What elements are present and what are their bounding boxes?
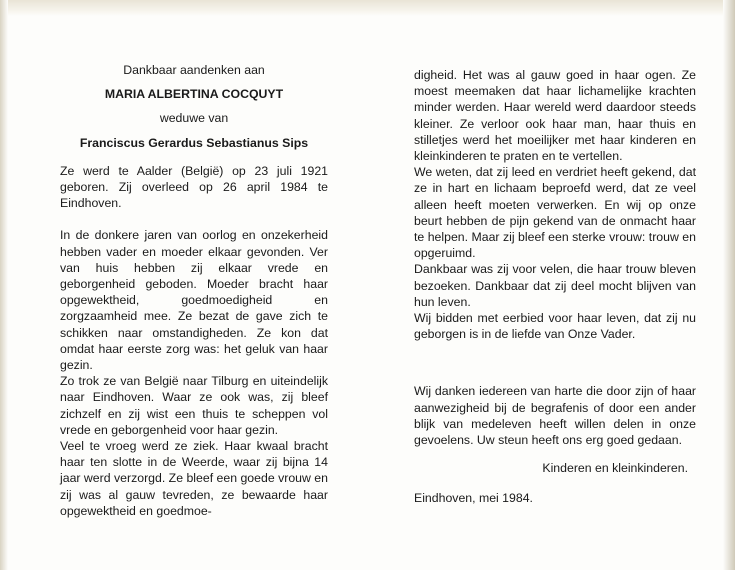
husband-name: Franciscus Gerardus Sebastianus Sips xyxy=(79,135,309,150)
intro-line: Dankbaar aandenken aan xyxy=(123,63,265,77)
card-left-edge xyxy=(0,0,8,570)
card-top-edge xyxy=(0,0,735,16)
right-paragraph-1: digheid. Het was al gauw goed in haar ogen. Ze moest meemaken dat haar lichamelijke krachten minder werden. Haar wereld werd daardoor steeds kleiner. Ze verloor ook haar man, haar thuis en stilletjes werd het moeilijker met haar kinderen en kleinkinderen te praten en te vertellen. xyxy=(414,68,696,164)
life-paragraph-3: Veel te vroeg werd ze ziek. Haar kwaal bracht haar ten slotte in de Weerde, waar zij bijna 14 jaar werd verzorgd. Ze bleef een goede vrouw en zij was al gauw tevreden, ze bewaarde haar opgewektheid en goedmoe- xyxy=(60,439,328,518)
signature-line: Kinderen en kleinkinderen. xyxy=(542,461,688,476)
right-paragraph-2: We weten, dat zij leed en verdriet heeft gekend, dat ze in hart en lichaam beproefd werd, dat ze veel alleen heeft moeten verwerken. En wij op onze beurt hebben de pijn gekend van de onmacht haar te helpen. Maar zij bleef een sterke vrouw: trouw en opgeruimd. xyxy=(414,165,696,261)
right-paragraph-3: Dankbaar was zij voor velen, die haar trouw bleven bezoeken. Dankbaar dat zij deel mocht blijven van hun leven. xyxy=(414,262,696,309)
deceased-name: MARIA ALBERTINA COCQUYT xyxy=(104,87,284,102)
right-column xyxy=(414,67,696,507)
left-column xyxy=(60,62,328,519)
widow-line: weduwe van xyxy=(159,111,229,126)
thanks-paragraph: Wij danken iedereen van harte die door zijn of haar aanwezigheid bij de begrafenis of door een ander blijk van medeleven heeft willen delen in onze gevoelens. Uw steun heeft ons erg goed gedaan. xyxy=(414,384,696,448)
place-date-line: Eindhoven, mei 1984. xyxy=(414,491,533,506)
life-paragraph-2: Zo trok ze van België naar Tilburg en uiteindelijk naar Eindhoven. Waar ze ook was, zij bleef zichzelf en zij wist een thuis te scheppen vol vrede en geborgenheid voor haar gezin. xyxy=(60,374,328,437)
card-right-edge xyxy=(723,0,735,570)
birth-death-paragraph: Ze werd te Aalder (België) op 23 juli 1921 geboren. Zij overleed op 26 april 1984 te Eindhoven. xyxy=(60,163,328,211)
prayer-paragraph: Wij bidden met eerbied voor haar leven, dat zij nu geborgen is in de liefde van Onze Vader. xyxy=(414,311,696,342)
life-paragraph-1: In de donkere jaren van oorlog en onzekerheid hebben vader en moeder elkaar gevonden. Ver van huis hebben zij elkaar vrede en geborgenheid geboden. Moeder bracht haar opgewektheid, goedmoedigheid en zorgzaamheid mee. Ze bezat de gave zich te schikken naar omstandigheden. Ze kon dat omdat haar eerste zorg was: het geluk van haar gezin. xyxy=(60,228,328,373)
